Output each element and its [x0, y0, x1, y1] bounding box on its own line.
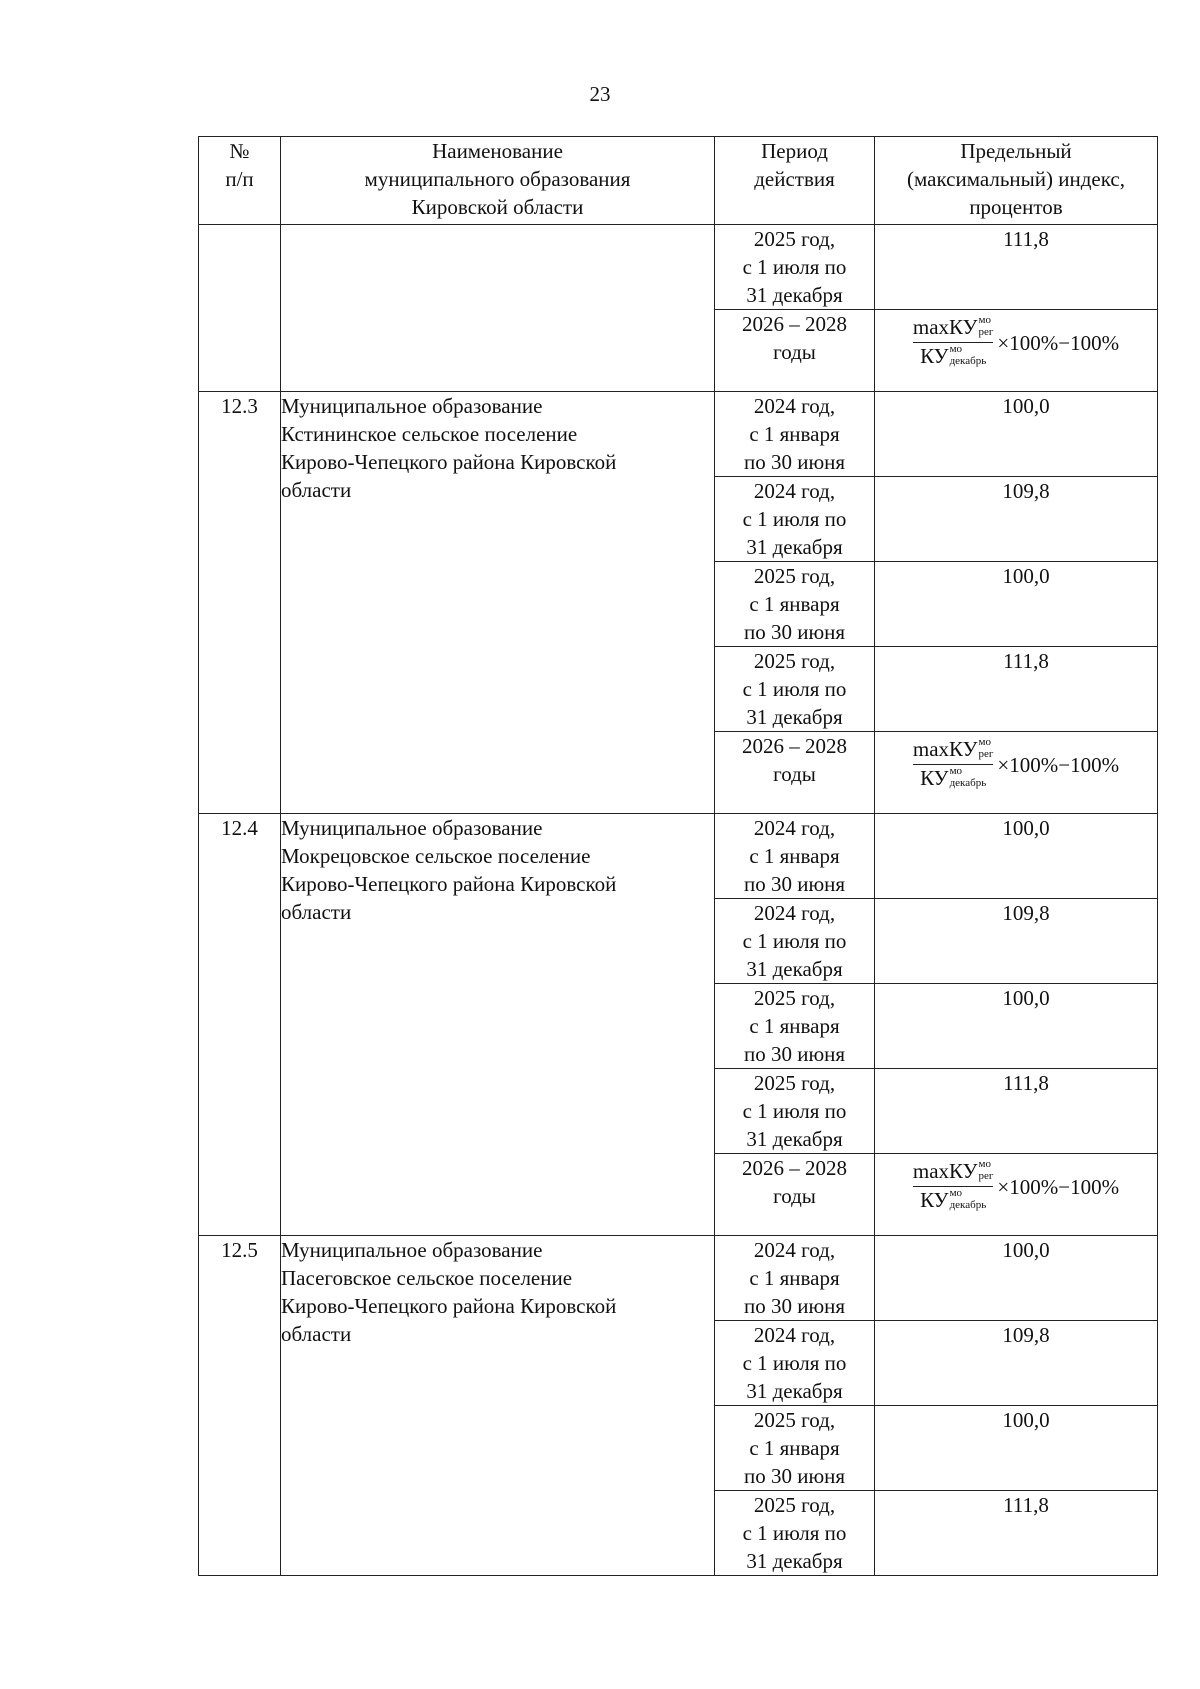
index-value: 109,8 [1002, 479, 1050, 503]
header-name: Наименование муниципального образования Кировской области [281, 137, 715, 225]
table-row [199, 392, 1158, 477]
formula-denominator-sub: декабрь [949, 355, 987, 368]
index-cell [875, 984, 1158, 1069]
formula-fraction [913, 738, 994, 791]
index-cell [875, 732, 1158, 814]
period-cell: 2024 год, с 1 января по 30 июня [715, 1236, 875, 1321]
period-cell: 2024 год, с 1 июля по 31 декабря [715, 1321, 875, 1406]
index-cell [875, 899, 1158, 984]
index-formula [875, 732, 1157, 791]
index-value: 100,0 [1002, 816, 1050, 840]
index-cell [875, 477, 1158, 562]
period-cell: 2025 год, с 1 июля по 31 декабря [715, 1069, 875, 1154]
formula-tail: ×100%−100% [997, 330, 1120, 355]
formula-numerator-sub: рег [978, 748, 994, 761]
index-cell [875, 1236, 1158, 1321]
table-row [199, 225, 1158, 310]
index-cell [875, 310, 1158, 392]
period-cell: 2025 год, с 1 января по 30 июня [715, 562, 875, 647]
row-number-cell: 12.4 [199, 814, 281, 1236]
formula-numerator-main: maxКУ [912, 315, 978, 339]
index-cell [875, 814, 1158, 899]
formula-denominator [920, 767, 986, 791]
row-number-cell [199, 225, 281, 392]
formula-denominator-sup: мо [949, 1187, 963, 1200]
formula-numerator-sup: мо [978, 314, 991, 327]
formula-fraction [913, 316, 994, 369]
formula-numerator-sup: мо [978, 736, 991, 749]
header-num: № п/п [199, 137, 281, 225]
municipality-name-cell [281, 225, 715, 392]
period-cell: 2025 год, с 1 июля по 31 декабря [715, 647, 875, 732]
formula-numerator [913, 1160, 994, 1184]
index-value: 111,8 [1003, 649, 1049, 673]
formula-denominator [920, 1189, 986, 1213]
index-value: 100,0 [1002, 1238, 1050, 1262]
period-cell: 2024 год, с 1 июля по 31 декабря [715, 899, 875, 984]
period-cell: 2026 – 2028 годы [715, 732, 875, 814]
municipality-name-cell: Муниципальное образование Кстининское сельское поселение Кирово-Чепецкого района Кировской области [281, 392, 715, 814]
formula-denominator-sup: мо [949, 343, 963, 356]
period-cell: 2024 год, с 1 января по 30 июня [715, 392, 875, 477]
period-cell: 2026 – 2028 годы [715, 1154, 875, 1236]
period-cell: 2025 год, с 1 июля по 31 декабря [715, 1491, 875, 1576]
row-number-cell: 12.3 [199, 392, 281, 814]
table-row [199, 1236, 1158, 1321]
formula-numerator-sub: рег [978, 1170, 994, 1183]
index-value: 111,8 [1003, 1071, 1049, 1095]
period-cell: 2025 год, с 1 января по 30 июня [715, 1406, 875, 1491]
index-value: 109,8 [1002, 901, 1050, 925]
formula-denominator [920, 345, 986, 369]
index-value: 100,0 [1002, 394, 1050, 418]
formula-denominator-sup: мо [949, 765, 963, 778]
index-formula [875, 310, 1157, 369]
formula-numerator [913, 738, 994, 762]
formula-numerator-sub: рег [978, 326, 994, 339]
index-cell [875, 562, 1158, 647]
index-value: 100,0 [1002, 564, 1050, 588]
table-row [199, 814, 1158, 899]
index-value: 111,8 [1003, 227, 1049, 251]
index-value: 100,0 [1002, 1408, 1050, 1432]
formula-fraction [913, 1160, 994, 1213]
index-cell [875, 392, 1158, 477]
page-number: 23 [589, 82, 611, 106]
index-cell [875, 1406, 1158, 1491]
table-body [199, 225, 1158, 1576]
formula-denominator-main: КУ [920, 1188, 949, 1213]
header-period: Период действия [715, 137, 875, 225]
formula-numerator-sup: мо [978, 1158, 991, 1171]
formula-tail: ×100%−100% [997, 1174, 1120, 1199]
formula-numerator [913, 316, 994, 340]
index-cell [875, 647, 1158, 732]
index-formula [875, 1154, 1157, 1213]
formula-numerator-main: maxКУ [912, 1159, 978, 1183]
municipality-name-cell: Муниципальное образование Мокрецовское сельское поселение Кирово-Чепецкого района Кировской области [281, 814, 715, 1236]
index-cell [875, 1321, 1158, 1406]
period-cell: 2025 год, с 1 января по 30 июня [715, 984, 875, 1069]
table-header-row [199, 137, 1158, 225]
municipality-name-cell: Муниципальное образование Пасеговское сельское поселение Кирово-Чепецкого района Кировской области [281, 1236, 715, 1576]
formula-denominator-main: КУ [920, 766, 949, 791]
period-cell: 2025 год, с 1 июля по 31 декабря [715, 225, 875, 310]
formula-tail: ×100%−100% [997, 752, 1120, 777]
index-cell [875, 1154, 1158, 1236]
tariff-index-table [198, 136, 1158, 1576]
formula-denominator-sub: декабрь [949, 1199, 987, 1212]
index-value: 109,8 [1002, 1323, 1050, 1347]
formula-denominator-sub: декабрь [949, 777, 987, 790]
row-number-cell: 12.5 [199, 1236, 281, 1576]
index-value: 111,8 [1003, 1493, 1049, 1517]
index-cell [875, 1069, 1158, 1154]
index-cell [875, 1491, 1158, 1576]
index-value: 100,0 [1002, 986, 1050, 1010]
index-cell [875, 225, 1158, 310]
period-cell: 2024 год, с 1 января по 30 июня [715, 814, 875, 899]
formula-denominator-main: КУ [920, 344, 949, 369]
header-index: Предельный (максимальный) индекс, процентов [875, 137, 1158, 225]
period-cell: 2026 – 2028 годы [715, 310, 875, 392]
formula-numerator-main: maxКУ [912, 737, 978, 761]
period-cell: 2024 год, с 1 июля по 31 декабря [715, 477, 875, 562]
